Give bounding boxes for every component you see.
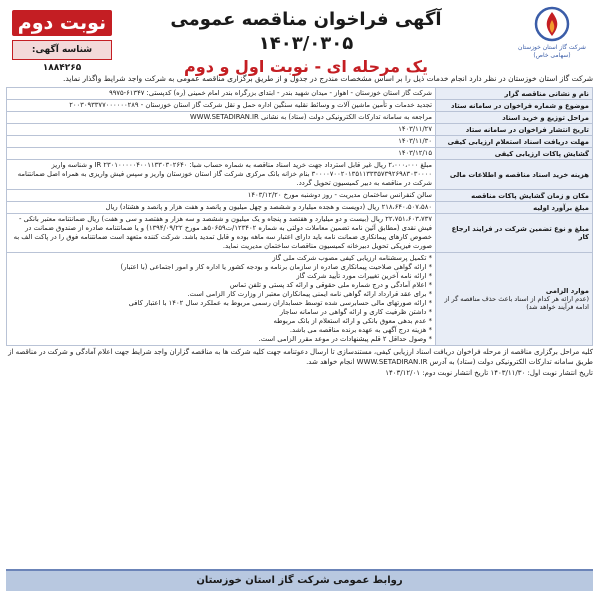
row-label: گشایش پاکات ارزیابی کیفی [436,148,593,160]
list-item: * داشتن ظرفیت کاری و ارائه گواهی در سامانه ساجار [279,308,432,316]
public-relations-bar: روابط عمومی شرکت گاز استان خوزستان [6,569,593,591]
list-item: * برای عقد قرارداد ارائه گواهی نامه ایمنی پیمانکاران معتبر از وزارت کار الزامی است. [187,290,432,298]
table-row [7,214,593,253]
row-label: مراحل توزیع و خرید اسناد [436,112,593,124]
list-item: * عدم بدهی معوق بانکی و ارائه استعلام از بانک مربوطه [273,317,432,325]
row-value: تجدید خدمات و تأمین ماشین آلات و وسائط نقلیه سنگین اداره حمل و نقل شرکت گاز استان خوزستان - ۲۰۰۳۰۹۳۳۷۷۰۰۰۰۰۰۲۸۹ [7,100,436,112]
table-row [7,124,593,136]
page-subtitle: یک مرحله ای - نوبت اول و دوم [184,57,428,76]
list-item: * ارائه نامه آخرین تغییرات مورد تأیید شرکت گاز [296,272,432,280]
table-row [7,100,593,112]
row-label: هزینه خرید اسناد مناقصه و اطلاعات مالی [436,160,593,190]
header [6,4,593,76]
row-value: سالن کنفرانس ساختمان مدیریت - روز دوشنبه مورخ ۱۴۰۳/۱۲/۲۰ [7,190,436,202]
company-logo [517,6,587,60]
row-value: شرکت گاز استان خوزستان - اهواز - میدان شهید بندر - ابتدای بزرگراه بندر امام خمینی (ره) کدپستی: ۶۱۳۴۷-۹۹۷۵ [7,88,436,100]
row-label: مهلت دریافت اسناد استعلام ارزیابی کیفی [436,136,593,148]
requirements-sublabel: (عدم ارائه هر کدام از اسناد باعث حذف مناقصه گر از ادامه فرآیند خواهد شد) [444,295,589,311]
gas-company-logo-icon [530,6,574,44]
title-block [126,8,486,78]
page-title: آگهی فراخوان مناقصه عمومی ۱۴۰۳/۰۳۰۵ [170,9,442,54]
list-item: * وصول حداقل ۲ قلم پیشنهادات در موعد مقرر الزامی است. [258,335,432,343]
requirements-label: موارد الزامی [545,287,589,295]
row-label: مبلغ برآورد اولیه [436,202,593,214]
table-row [7,136,593,148]
table-row [7,112,593,124]
row-label: مبلغ و نوع تضمین شرکت در فرایند ارجاع کار [436,214,593,253]
row-value: ۲۱۸،۶۴۰،۵۰۷،۵۸۰ ریال (دویست و هجده میلیارد و ششصد و چهل میلیون و پانصد و هفت هزار و پانصد و هشتاد) ریال [7,202,436,214]
row-value: ۲۲،۷۵۱،۶۰۳،۷۳۷ ریال (بیست و دو میلیارد و هفتصد و پنجاه و یک میلیون و ششصد و سه هزار و هفتصد و سی و هفت) ریال ضمانتنامه معتبر بانکی - فیش نقدی (مطابق آئین نامه تضمین معاملات دولتی به شماره ۱۲۳۴۰۲/ت۵۰۶۵۹هـ مورخ ۱۳۹۴/۰۹/۲۲) و یا ضمانتنامه صادره از صندوق ضمانت در خصوص کارهای پیمانکاری ضمانت نامه باید دارای اعتبار سه ماهه بوده و قابل تمدید باشد. شرکت کننده متعهد است ضمانتنامه فوق را در پاکت الف به صورت فیزیکی تحویل دبیرخانه کمیسیون مناقصات ساختمان مدیریت نماید. [7,214,436,253]
footer-note: کلیه مراحل برگزاری مناقصه از مرحله فراخوان دریافت اسناد ارزیابی کیفی، مستندسازی تا ارسال دعوتنامه جهت کلیه شرکت ها به مناقصه گزاران واجد شرایط جهت اعلام آمادگی و شرکت در مناقصه از طریق سامانه تدارکات الکترونیکی دولت (ستاد) به آدرس WWW.SETADIRAN.IR انجام خواهد شد. [8,348,593,366]
row-value: ۱۴۰۳/۱۱/۲۷ [7,124,436,136]
badge-round: نوبت دوم [12,10,112,36]
list-item: * ارائه گواهی صلاحیت پیمانکاری صادره از سازمان برنامه و بودجه کشور یا اداره کار و امور اجتماعی (با اعتبار) [120,263,432,271]
row-label [436,253,593,346]
table-row [7,88,593,100]
logo-text: شرکت گاز استان خوزستان [518,44,586,51]
tender-info-table [6,87,593,346]
row-value: مبلغ ۲،۰۰۰،۰۰۰ ریال غیر قابل استرداد جهت خرید اسناد مناقصه به شماره حساب شبا: IR ۲۳۰۱۰۰۰۰۰۴۰۰۱۱۳۳۰۳۰۲۶۴۰ و شناسه واریز ۳۰۰۰۰۷۰۰۲۰۱۳۵۱۱۳۳۳۵۷۳۹۲۶۹۸۳۰۳۰۰۰۰ بنام خزانه بانک مرکزی شرکت گاز استان خوزستان واریز و سپس فیش واریزی به همراه اصل ضمانتنامه شرکت در مناقصه به دبیر کمیسیون تحویل گردد. [7,160,436,190]
row-label: مکان و زمان گشایش پاکات مناقصه [436,190,593,202]
row-label: نام و نشانی مناقصه گزار [436,88,593,100]
logo-subtext: (سهامی خاص) [533,52,571,59]
list-item: * هزینه درج آگهی به عهده برنده مناقصه می باشد. [289,326,432,334]
intro-paragraph: شرکت گاز استان خوزستان در نظر دارد انجام خدمات ذیل را بر اساس مشخصات مندرج در جدول و از طریق برگزاری مناقصه عمومی به شرکت واجد شرایط واگذار نماید. [62,74,593,83]
requirements-list [7,253,436,346]
list-item: * ارائه صورتهای مالی حسابرسی شده توسط حسابداران رسمی مربوط به عملکرد سال ۱۴۰۲ با اعتبار کافی [128,299,432,307]
row-value: ۱۴۰۳/۱۲/۱۵ [7,148,436,160]
row-label: موضوع و شماره فراخوان در سامانه ستاد [436,100,593,112]
table-row [7,160,593,190]
badge-notice-id: شناسه آگهی: ۱۸۸۴۲۶۵ [12,40,112,60]
list-item: * اعلام آمادگی و درج شماره ملی حقوقی و ارائه کد پستی و تلفن تماس [229,281,432,289]
table-row [7,202,593,214]
row-value: مراجعه به سامانه تدارکات الکترونیکی دولت (ستاد) به نشانی WWW.SETADIRAN.IR [7,112,436,124]
row-label: تاریخ انتشار فراخوان در سامانه ستاد [436,124,593,136]
table-row [7,190,593,202]
publication-badge [12,10,112,73]
footer-dates: تاریخ انتشار نوبت اول: ۱۴۰۳/۱۱/۳۰ تاریخ انتشار نوبت دوم: ۱۴۰۳/۱۲/۰۱ [385,369,593,377]
table-row [7,148,593,160]
row-value: ۱۴۰۳/۱۱/۳۰ [7,136,436,148]
list-item: * تکمیل پرسشنامه ارزیابی کیفی مصوب شرکت ملی گاز [272,254,432,262]
table-row [7,253,593,346]
